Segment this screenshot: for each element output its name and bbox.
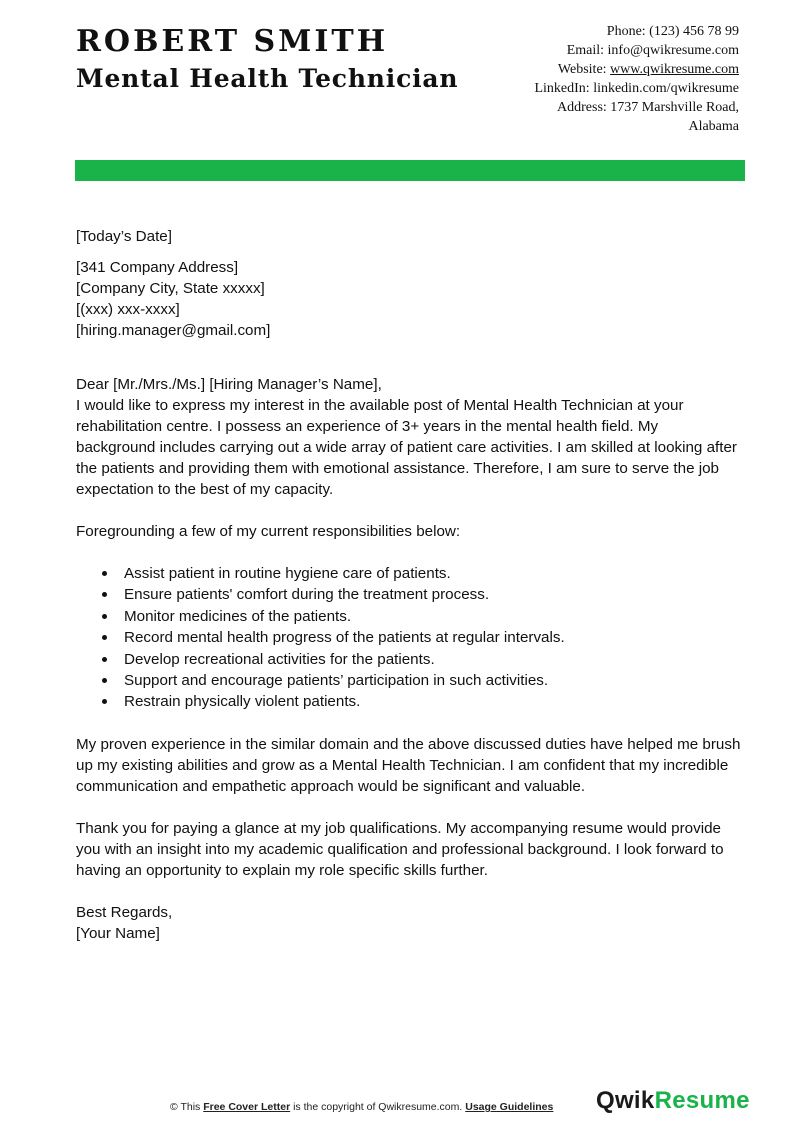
experience-paragraph: My proven experience in the similar domain and the above discussed duties have helped me brush up my existing abilities and grow as a Mental Health Technician. I am confident that my incredible communication and empathetic approach would be significant and valuable. (76, 735, 741, 795)
list-item: Ensure patients' comfort during the treatment process. (124, 584, 741, 605)
copyright-notice (170, 1101, 553, 1113)
contact-block (479, 22, 739, 136)
letter-date: [Today’s Date] (76, 228, 172, 245)
contact-website (479, 60, 739, 79)
list-item: Assist patient in routine hygiene care of patients. (124, 563, 741, 584)
job-title: Mental Health Technician (76, 64, 459, 93)
signature-name: [Your Name] (76, 924, 160, 942)
recipient-email: [hiring.manager@gmail.com] (76, 322, 271, 339)
list-item: Record mental health progress of the patients at regular intervals. (124, 627, 741, 648)
list-item: Monitor medicines of the patients. (124, 606, 741, 627)
applicant-name: ROBERT SMITH (76, 24, 389, 59)
copyright-prefix: © This (170, 1101, 204, 1113)
contact-address-line1: Address: 1737 Marshville Road, (557, 100, 739, 115)
website-link[interactable]: www.qwikresume.com (610, 62, 739, 77)
contact-address-line2: Alabama (688, 119, 739, 134)
copyright-middle: is the copyright of Qwikresume.com. (290, 1101, 466, 1113)
intro-paragraph: I would like to express my interest in the available post of Mental Health Technician at your rehabilitation centre. I possess an experience of 3+ years in the mental health field. My background includes carrying out a wide array of patient care activities. I am skilled at looking after the patients and providing them with emotional assistance. Therefore, I am sure to serve the job expectation to the best of my capacity. (76, 397, 737, 498)
header-divider-bar (75, 160, 745, 181)
contact-phone: Phone: (123) 456 78 99 (606, 24, 739, 39)
list-item: Restrain physically violent patients. (124, 691, 741, 712)
recipient-phone: [(xxx) xxx-xxxx] (76, 301, 180, 318)
logo-text-resume: Resume (654, 1087, 750, 1114)
qwikresume-logo (596, 1087, 750, 1115)
free-cover-letter-link[interactable]: Free Cover Letter (203, 1101, 291, 1113)
contact-email: Email: info@qwikresume.com (566, 43, 739, 58)
recipient-city: [Company City, State xxxxx] (76, 280, 265, 297)
closing-paragraph: Thank you for paying a glance at my job qualifications. My accompanying resume would provide you with an insight into my academic qualification and professional background. I look forward to having an opportunity to explain my role specific skills further. (76, 819, 724, 879)
contact-linkedin: LinkedIn: linkedin.com/qwikresume (534, 81, 739, 96)
list-item: Develop recreational activities for the patients. (124, 649, 741, 670)
closing-phrase: Best Regards, (76, 903, 173, 921)
letter-body (76, 226, 741, 944)
logo-text-qwik: Qwik (596, 1087, 655, 1114)
usage-guidelines-link[interactable]: Usage Guidelines (465, 1101, 554, 1113)
list-item: Support and encourage patients’ participation in such activities. (124, 670, 741, 691)
recipient-address: [341 Company Address] (76, 259, 239, 276)
salutation: Dear [Mr./Mrs./Ms.] [Hiring Manager’s Name], (76, 376, 382, 393)
responsibilities-list (76, 563, 741, 713)
responsibilities-intro: Foregrounding a few of my current responsibilities below: (76, 523, 461, 540)
contact-website-label: Website: (557, 62, 611, 77)
